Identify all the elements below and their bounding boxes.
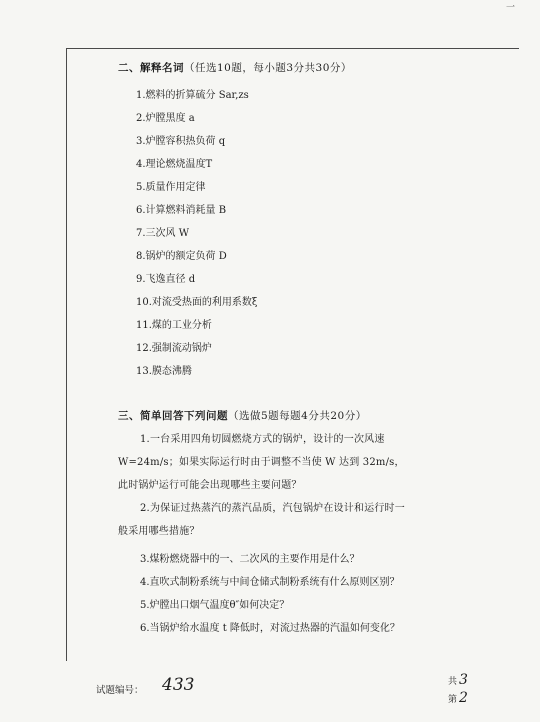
- term-item-2: 2.炉膛黑度 a: [136, 113, 195, 124]
- question-2-line-2: 般采用哪些措施？: [118, 526, 200, 537]
- term-item-5: 5.质量作用定律: [136, 182, 206, 193]
- term-item-3: 3.炉膛容积热负荷 q: [136, 136, 226, 147]
- total-pages-row: [448, 672, 468, 690]
- term-item-9: 9.飞逸直径 d: [136, 274, 196, 285]
- page-frame: [66, 48, 519, 661]
- page-label: 第: [448, 695, 458, 705]
- total-label: 共: [448, 677, 458, 687]
- page-info: [448, 672, 468, 708]
- total-pages: 3: [459, 672, 468, 688]
- question-1-line-2: W=24m/s；如果实际运行时由于调整不当使 W 达到 32m/s，: [118, 457, 405, 468]
- term-item-10: 10.对流受热面的利用系数ξ: [136, 297, 258, 308]
- term-item-1: 1.燃料的折算硫分 Sar,zs: [136, 90, 249, 101]
- question-6: 6.当锅炉给水温度 t 降低时，对流过热器的汽温如何变化？: [140, 623, 400, 634]
- term-item-8: 8.锅炉的额定负荷 D: [136, 251, 227, 262]
- question-2: [118, 497, 480, 543]
- section2-heading: 二、解释名词: [118, 62, 184, 74]
- exam-code: 433: [162, 675, 195, 695]
- question-1: [118, 428, 480, 497]
- section3-heading: 三、简单回答下列问题: [118, 410, 228, 422]
- exam-code-label: 试题编号：: [96, 685, 144, 696]
- question-3: 3.煤粉燃烧器中的一、二次风的主要作用是什么？: [140, 554, 360, 565]
- question-2-line-1: 2.为保证过热蒸汽的蒸汽品质，汽包锅炉在设计和运行时一: [140, 503, 405, 514]
- term-item-7: 7.三次风 W: [136, 228, 189, 239]
- term-item-4: 4.理论燃烧温度T: [136, 159, 213, 170]
- page-number: 2: [459, 690, 468, 706]
- section2-title: [118, 60, 352, 75]
- question-1-line-1: 1.一台采用四角切圆燃烧方式的锅炉，设计的一次风速: [140, 434, 385, 445]
- page-number-row: [448, 690, 468, 708]
- term-item-13: 13.膜态沸腾: [136, 366, 192, 377]
- corner-mark: 一: [506, 3, 516, 10]
- term-item-6: 6.计算燃料消耗量 B: [136, 205, 227, 216]
- question-4: 4.直吹式制粉系统与中间仓储式制粉系统有什么原则区别？: [140, 577, 400, 588]
- question-5: 5.炉膛出口烟气温度θ″如何决定？: [140, 600, 290, 611]
- section2-note: （任选10题，每小题3分共30分）: [184, 62, 352, 74]
- question-1-line-3: 此时锅炉运行可能会出现哪些主要问题？: [118, 480, 302, 491]
- section3-title: [118, 408, 367, 423]
- term-item-12: 12.强制流动锅炉: [136, 343, 212, 354]
- section3-note: （选做5题每题4分共20分）: [228, 410, 367, 422]
- term-item-11: 11.煤的工业分析: [136, 320, 212, 331]
